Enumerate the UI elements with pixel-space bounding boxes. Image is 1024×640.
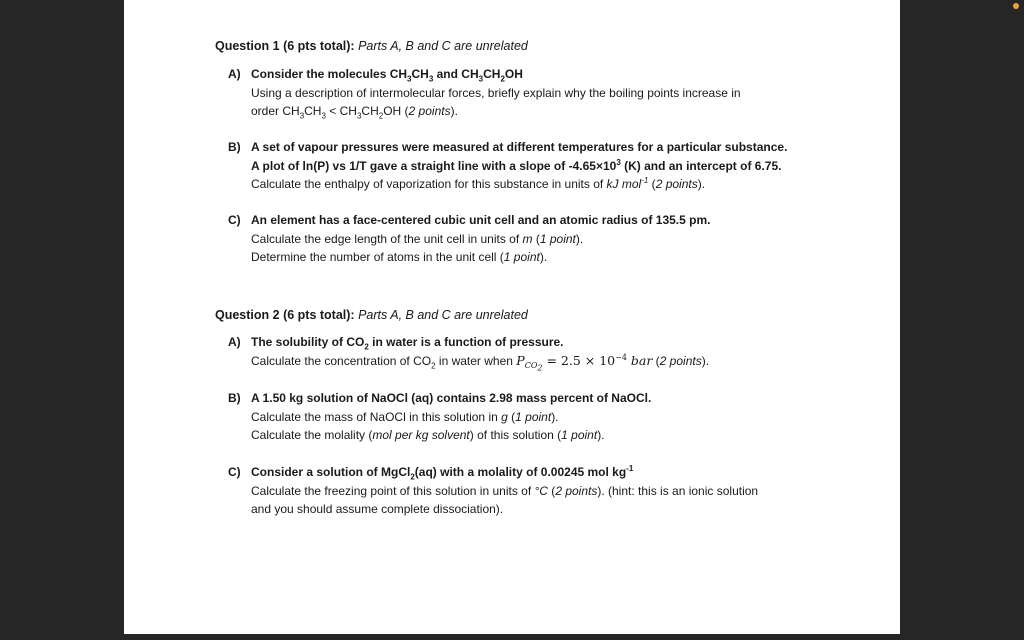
part-letter: C) bbox=[228, 465, 241, 479]
question-1-note: Parts A, B and C are unrelated bbox=[358, 39, 528, 53]
part-c-instruction-2: Determine the number of atoms in the unit cell (1 point). bbox=[251, 250, 548, 264]
part-b-instruction: Calculate the enthalpy of vaporization for this substance in units of kJ mol$^{-1}$ (2 points). bbox=[251, 176, 706, 191]
part-c-instruction-cont: and you should assume complete dissociation). bbox=[251, 502, 504, 516]
part-a-prompt: The solubility of $CO_2$ in water is a function of pressure. bbox=[251, 335, 564, 352]
part-a-instruction: Using a description of intermolecular forces, briefly explain why the boiling points increase in bbox=[251, 85, 741, 100]
part-b-prompt: A set of vapour pressures were measured at different temperatures for a particular substance. bbox=[251, 140, 788, 154]
part-b-instruction-2: Calculate the molality (mol per kg solvent) of this solution (1 point). bbox=[251, 428, 605, 442]
part-b-instruction-1: Calculate the mass of NaOCl in this solution in g (1 point). bbox=[251, 409, 559, 424]
part-letter: B) bbox=[228, 140, 241, 154]
pressure-equation: $P_{CO_2} = 2.5 \times 10^{-4}$ bar bbox=[516, 352, 653, 373]
question-1-heading: Question 1 (6 pts total): bbox=[215, 39, 355, 53]
question-1-title bbox=[215, 38, 528, 54]
part-letter: A) bbox=[228, 67, 241, 81]
question-2-title bbox=[215, 307, 528, 323]
part-b-prompt-cont: A plot of ln(P) vs 1/T gave a straight line with a slope of $-4.65\times 10^3$ (K) and an intercept of 6.75. bbox=[251, 157, 782, 173]
question-2-heading: Question 2 (6 pts total): bbox=[215, 308, 355, 322]
part-c-prompt: Consider a solution of MgCl$_2$(aq) with a molality of 0.00245 mol $kg^{-1}$ bbox=[251, 464, 634, 482]
part-a-prompt: Consider the molecules $CH_3CH_3$ and $CH_3CH_2OH$ bbox=[251, 67, 523, 84]
part-a-instruction-cont: order $CH_3CH_3 < CH_3CH_2OH$ (2 points). bbox=[251, 104, 458, 121]
document-page bbox=[124, 0, 900, 634]
part-b-prompt: A 1.50 kg solution of NaOCl (aq) contains 2.98 mass percent of NaOCl. bbox=[251, 391, 652, 405]
part-c-instruction: Calculate the freezing point of this solution in units of °C (2 points). (hint: this is an ionic solution bbox=[251, 483, 759, 498]
part-c-instruction-1: Calculate the edge length of the unit cell in units of m (1 point). bbox=[251, 231, 584, 246]
part-letter: B) bbox=[228, 391, 241, 405]
part-letter: C) bbox=[228, 213, 241, 227]
question-2-note: Parts A, B and C are unrelated bbox=[358, 308, 528, 322]
part-letter: A) bbox=[228, 335, 241, 349]
part-a-instruction: Calculate the concentration of $CO_2$ in water when $P_{CO_2} = 2.5 \times 10^{-4}$ bar (2 points). bbox=[251, 352, 710, 373]
part-c-prompt: An element has a face-centered cubic unit cell and an atomic radius of 135.5 pm. bbox=[251, 213, 711, 227]
status-indicator-icon bbox=[1013, 3, 1019, 9]
